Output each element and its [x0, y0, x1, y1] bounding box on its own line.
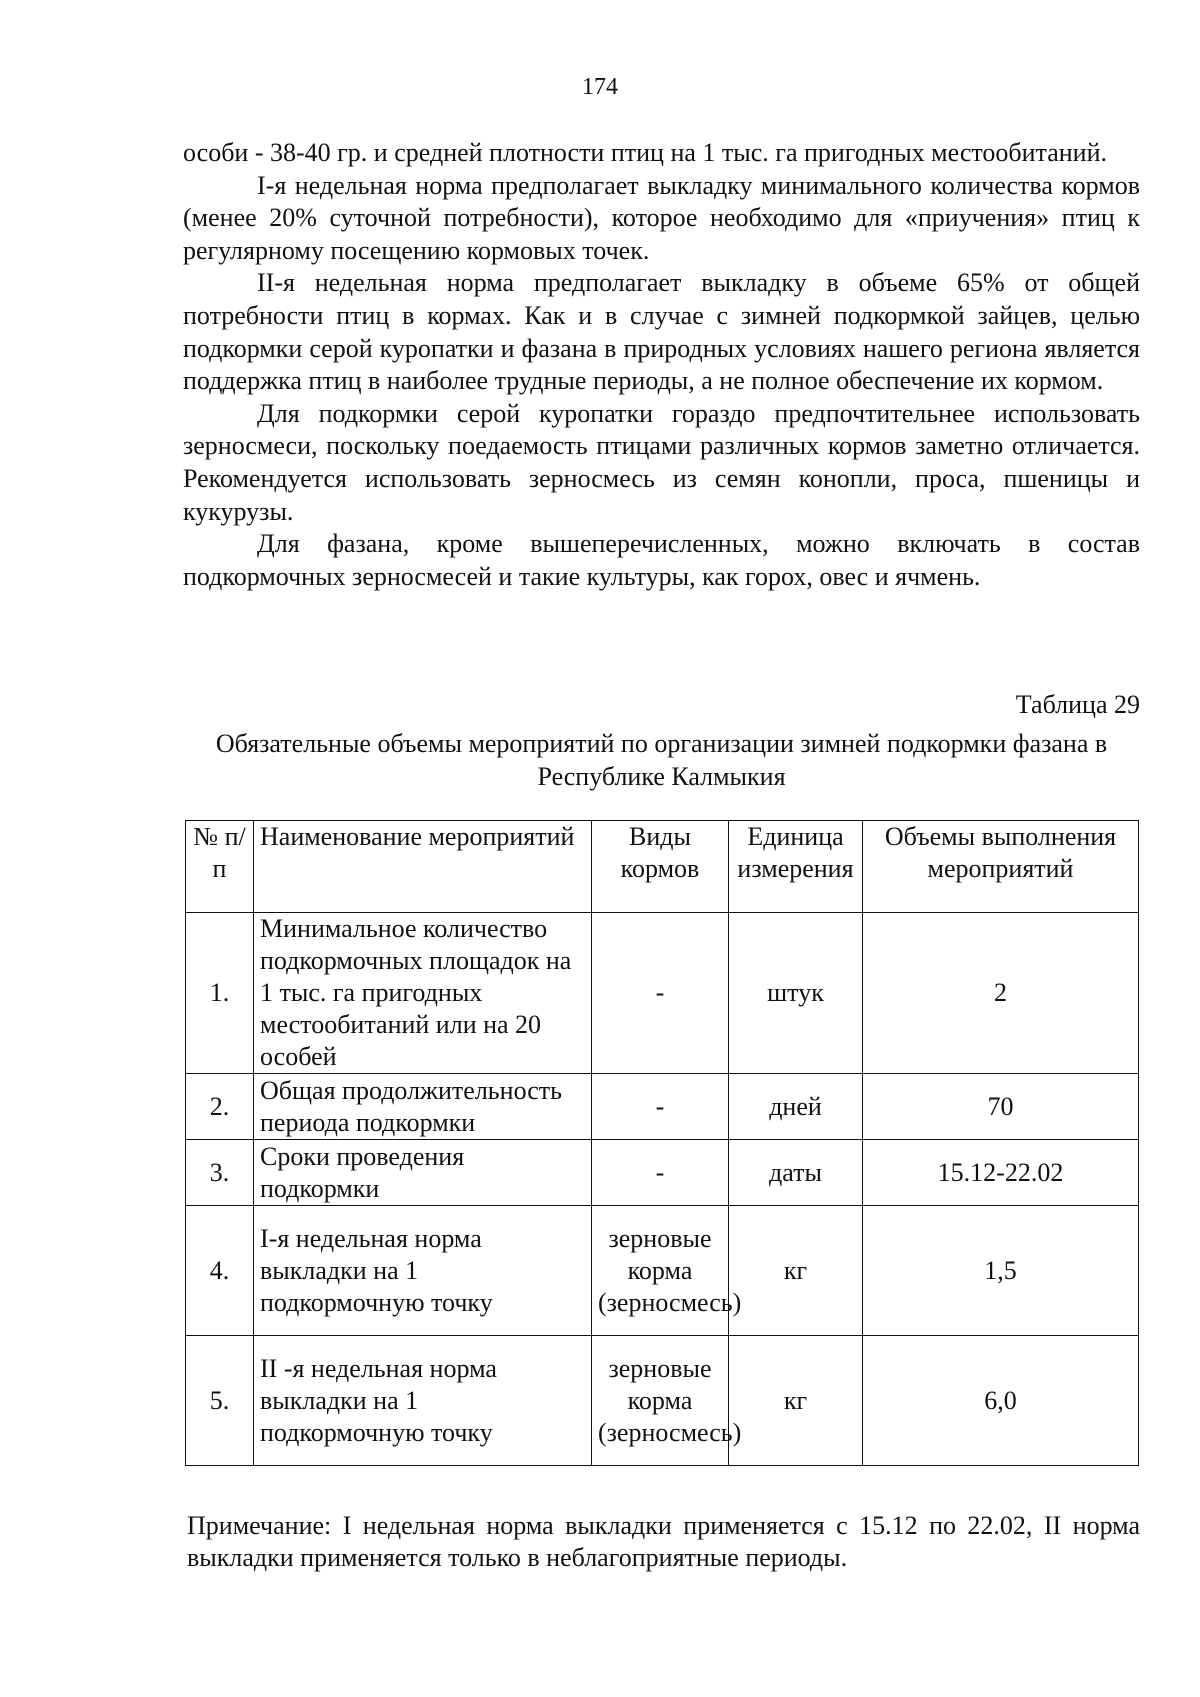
table-header-row [186, 821, 1139, 913]
cell-num: 2. [186, 1074, 254, 1140]
measures-table [185, 820, 1139, 1466]
paragraph-continuation: особи - 38-40 гр. и средней плотности птиц на 1 тыс. га пригодных местообитаний. [183, 138, 1107, 167]
paragraph: II-я недельная норма предполагает выкладку в объеме 65% от общей потребности птиц в кормах. Как и в случае с зимней подкормкой зайцев, целью подкормки серой куропатки и фазана в природных условиях нашего региона является поддержка птиц в наиболее трудные периоды, а не полное обеспечение их кормом. [183, 268, 1140, 396]
cell-feed: - [592, 913, 729, 1074]
header-volume: Объемы выполнения мероприятий [863, 821, 1139, 913]
header-num: № п/п [186, 821, 254, 913]
table-row [186, 1074, 1139, 1140]
table-title: Обязательные объемы мероприятий по организации зимней подкормки фазана в Республике Калмыкия [215, 729, 1108, 791]
table-row [186, 1336, 1139, 1466]
cell-num: 5. [186, 1336, 254, 1466]
cell-feed: - [592, 1074, 729, 1140]
cell-num: 3. [186, 1140, 254, 1206]
cell-unit: даты [729, 1140, 863, 1206]
table-number-label: Таблица 29 [1015, 690, 1140, 719]
cell-volume: 1,5 [863, 1206, 1139, 1336]
page-number: 174 [582, 74, 618, 100]
cell-unit: штук [729, 913, 863, 1074]
cell-num: 1. [186, 913, 254, 1074]
cell-unit: кг [729, 1336, 863, 1466]
cell-name: II -я недельная норма выкладки на 1 подкормочную точку [254, 1336, 592, 1466]
cell-name: Сроки проведения подкормки [254, 1140, 592, 1206]
cell-volume: 70 [863, 1074, 1139, 1140]
table-row [186, 1206, 1139, 1336]
table-row [186, 1140, 1139, 1206]
body-text [183, 137, 1140, 593]
header-feed: Виды кормов [592, 821, 729, 913]
cell-feed: зерновые корма (зерносмесь) [592, 1336, 729, 1466]
paragraph: Для фазана, кроме вышеперечисленных, можно включать в состав подкормочных зерносмесей и такие культуры, как горох, овес и ячмень. [183, 529, 1140, 591]
cell-name: I-я недельная норма выкладки на 1 подкормочную точку [254, 1206, 592, 1336]
header-name: Наименование мероприятий [254, 821, 592, 913]
cell-feed: - [592, 1140, 729, 1206]
header-unit: Единица измерения [729, 821, 863, 913]
paragraph: I-я недельная норма предполагает выкладку минимального количества кормов (менее 20% суточной потребности), которое необходимо для «приучения» птиц к регулярному посещению кормовых точек. [183, 170, 1140, 265]
table-row [186, 913, 1139, 1074]
cell-volume: 6,0 [863, 1336, 1139, 1466]
cell-name: Минимальное количество подкормочных площадок на 1 тыс. га пригодных местообитаний или на 20 особей [254, 913, 592, 1074]
cell-unit: дней [729, 1074, 863, 1140]
cell-unit: кг [729, 1206, 863, 1336]
cell-name: Общая продолжительность периода подкормки [254, 1074, 592, 1140]
table-note: Примечание: I недельная норма выкладки применяется с 15.12 по 22.02, II норма выкладки применяется только в неблагоприятные периоды. [187, 1511, 1140, 1572]
cell-volume: 2 [863, 913, 1139, 1074]
paragraph: Для подкормки серой куропатки гораздо предпочтительнее использовать зерносмеси, поскольку поедаемость птицами различных кормов заметно отличается. Рекомендуется использовать зерносмесь из семян конопли, проса, пшеницы и кукурузы. [183, 398, 1140, 526]
cell-num: 4. [186, 1206, 254, 1336]
cell-volume: 15.12-22.02 [863, 1140, 1139, 1206]
cell-feed: зерновые корма (зерносмесь) [592, 1206, 729, 1336]
